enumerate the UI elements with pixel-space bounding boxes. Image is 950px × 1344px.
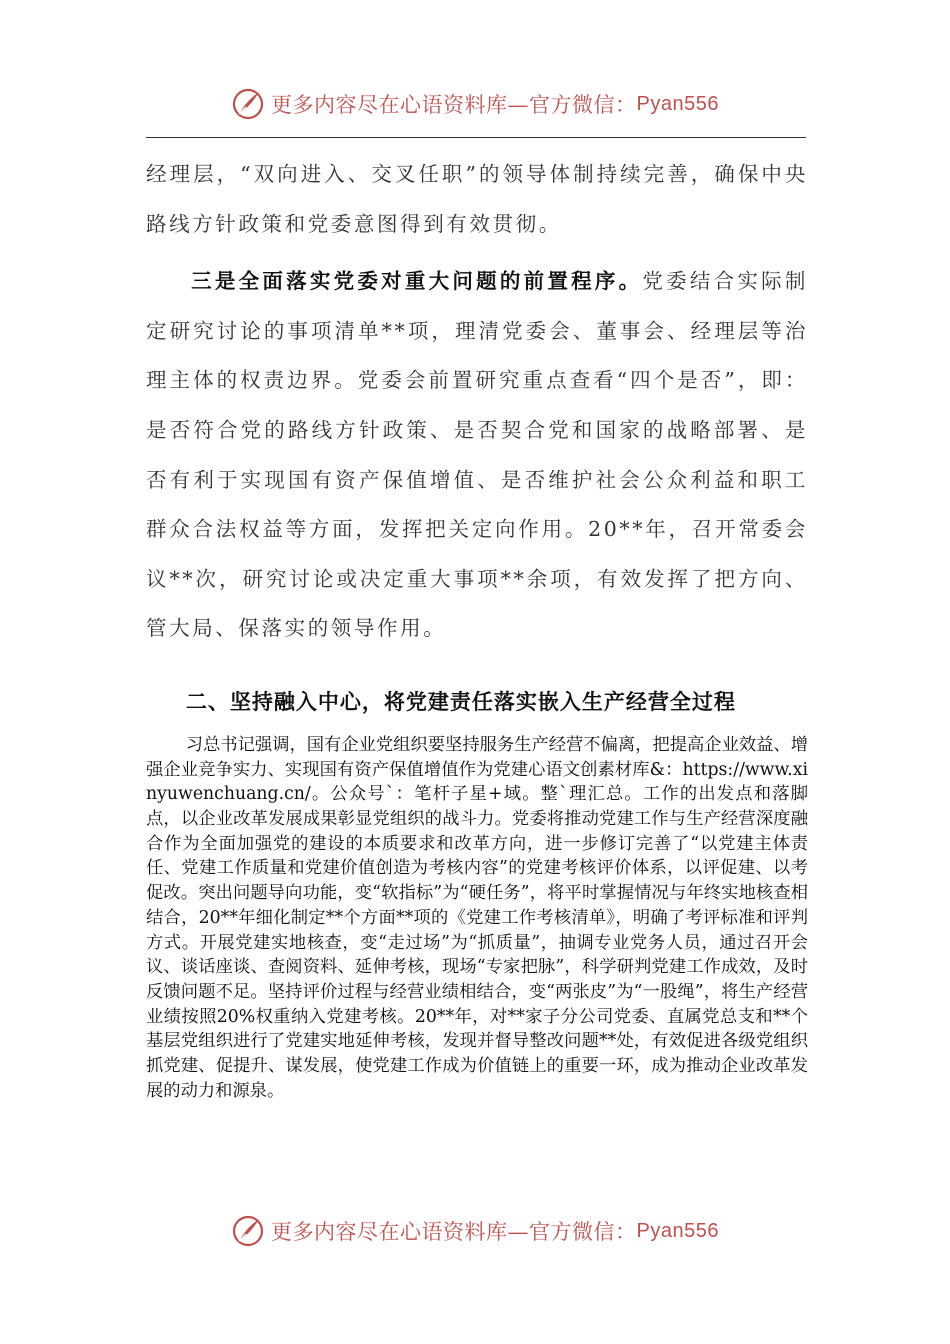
banner-wechat-id: Pyan556 <box>636 1219 719 1242</box>
header-divider <box>146 137 806 138</box>
section-heading: 二、坚持融入中心，将党建责任落实嵌入生产经营全过程 <box>185 688 736 714</box>
document-body <box>146 150 808 1103</box>
header-banner <box>0 84 950 124</box>
paragraph-body: 党委结合实际制定研究讨论的事项清单**项，理清党委会、董事会、经理层等治理主体的权责边界。党委会前置研究重点查看“四个是否”，即：是否符合党的路线方针政策、是否契合党和国家的战略部署、是否有利于实现国有资产保值增值、是否维护社会公众利益和职工群众合法权益等方面，发挥把关定向作用。20**年，召开常委会议**次，研究讨论或决定重大事项**余项，有效发挥了把方向、管大局、保落实的领导作用。 <box>146 269 809 641</box>
paragraph-preprocedure <box>146 257 808 654</box>
banner-wechat-id: Pyan556 <box>636 92 719 115</box>
banner-text: 更多内容尽在心语资料库—官方微信： <box>271 93 637 117</box>
quill-logo-icon <box>231 87 265 121</box>
paragraph-continuation: 经理层，“双向进入、交叉任职”的领导体制持续完善，确保中央路线方针政策和党委意图得到有效贯彻。 <box>146 162 808 236</box>
paragraph-lead: 三是全面落实党委对重大问题的前置程序。 <box>191 269 643 294</box>
paragraph-integration: 习总书记强调，国有企业党组织要坚持服务生产经营不偏离，把提高企业效益、增强企业竞争实力、实现国有资产保值增值作为党建心语文创素材库&：https://www.xinyuwenchuang.cn/。公众号`：笔杆子星+域。整`理汇总。工作的出发点和落脚点，以企业改革发展成果彰显党组织的战斗力。党委将推动党建工作与生产经营深度融合作为全面加强党的建设的本质要求和改革方向，进一步修订完善了“以党建主体责任、党建工作质量和党建价值创造为考核内容”的党建考核评价体系，以评促建、以考促改。突出问题导向功能，变“软指标”为“硬任务”，将平时掌握情况与年终实地核查相结合，20**年细化制定**个方面**项的《党建工作考核清单》，明确了考评标准和评判方式。开展党建实地核查，变“走过场”为“抓质量”，抽调专业党务人员，通过召开会议、谈话座谈、查阅资料、延伸考核，现场“专家把脉”，科学研判党建工作成效，及时反馈问题不足。坚持评价过程与经营业绩相结合，变“两张皮”为“一股绳”，将生产经营业绩按照20%权重纳入党建考核。20**年，对**家子分公司党委、直属党总支和**个基层党组织进行了党建实地延伸考核，发现并督导整改问题**处，有效促进各级党组织抓党建、促提升、谋发展，使党建工作成为价值链上的重要一环，成为推动企业改革发展的动力和源泉。 <box>146 734 808 1101</box>
footer-banner <box>0 1211 950 1251</box>
banner-text: 更多内容尽在心语资料库—官方微信： <box>271 1220 637 1244</box>
quill-logo-icon <box>231 1214 265 1248</box>
